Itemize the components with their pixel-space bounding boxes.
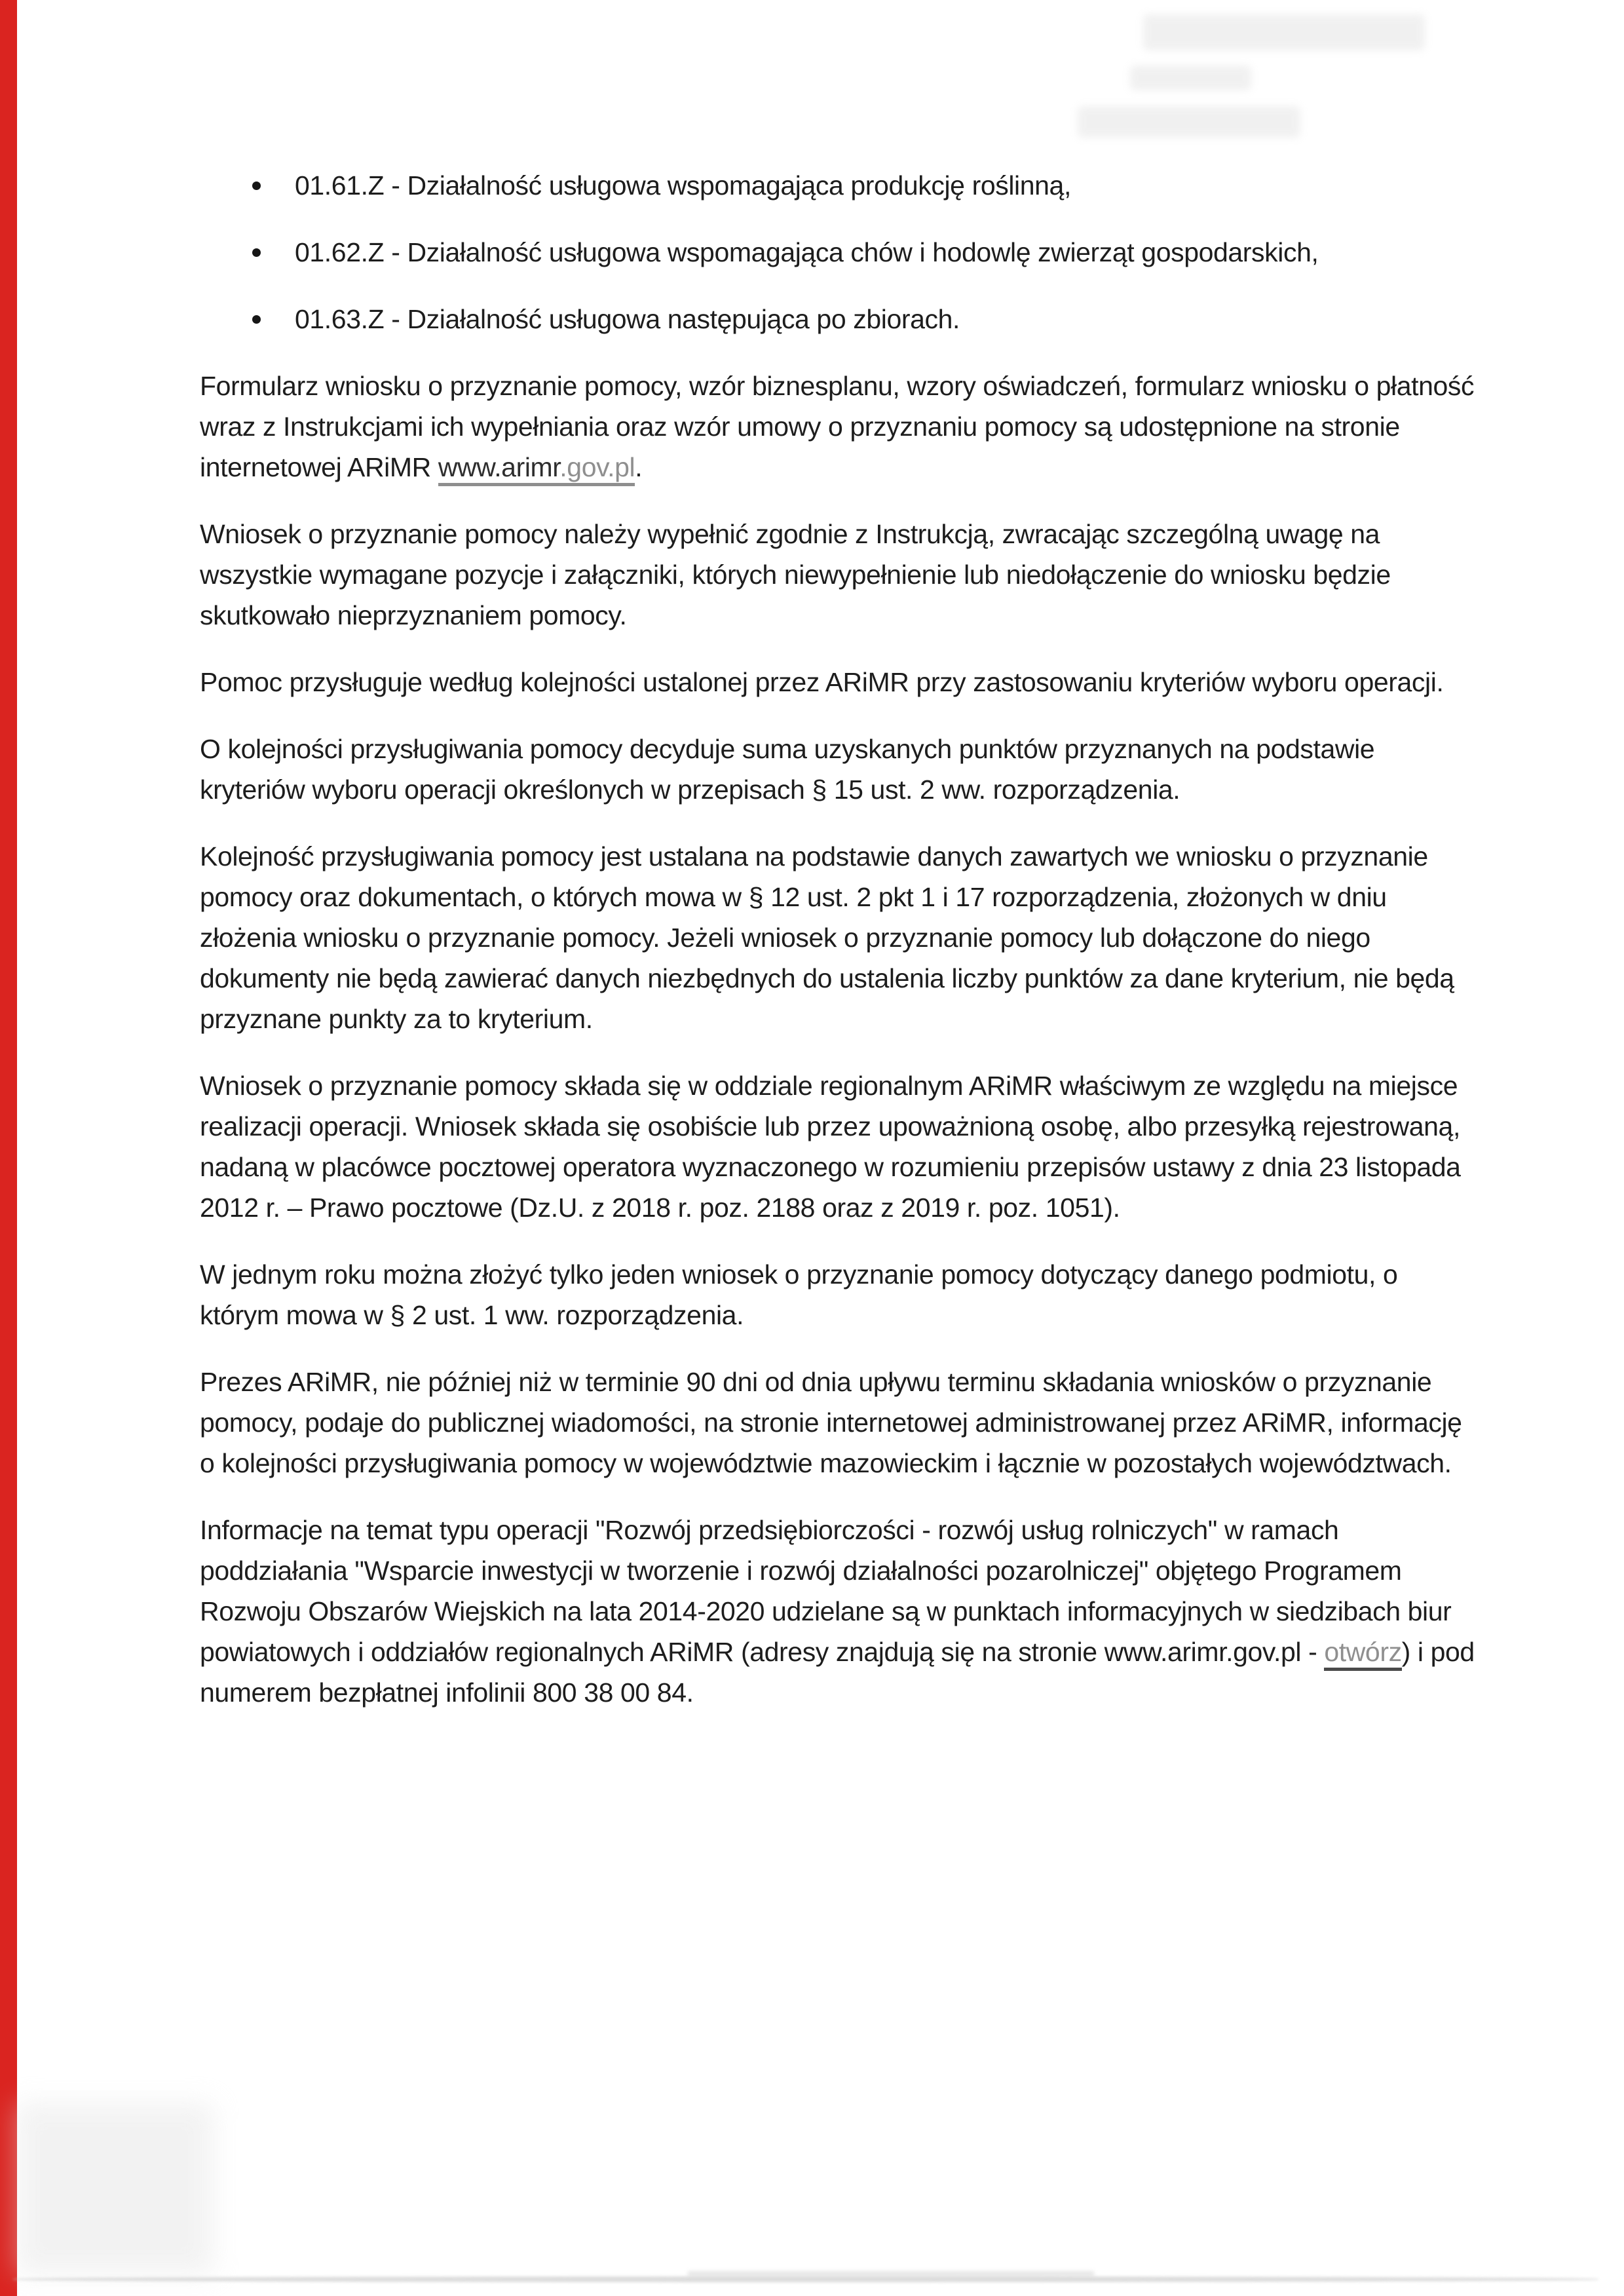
paragraph xyxy=(200,729,1477,810)
paragraph xyxy=(200,1510,1477,1713)
document-content xyxy=(200,165,1477,1739)
scan-shadow xyxy=(688,2271,1094,2276)
paragraph xyxy=(200,1254,1477,1335)
bullet-icon xyxy=(252,182,261,190)
list-item xyxy=(200,165,1477,206)
arimr-website-link[interactable]: .gov.pl xyxy=(559,452,635,486)
bullet-icon xyxy=(252,315,261,324)
otworz-link[interactable]: otwórz xyxy=(1324,1637,1401,1671)
paragraph-text: Informacje na temat typu operacji "Rozwój przedsiębiorczości - rozwój usług rolniczych" w ramach poddziałania "Wsparcie inwestycji w tworzenie i rozwój działalności pozarolniczej" objętego Programem Rozwoju Obszarów Wiejskich na lata 2014-2020 udzielane są w punktach informacyjnych w siedzibach biur powiatowych i oddziałów regionalnych ARiMR (adresy znajdują się na stronie www.arimr.gov.pl - xyxy=(200,1515,1452,1667)
paragraph-text: Prezes ARiMR, nie później niż w terminie 90 dni od dnia upływu terminu składania wniosków o przyznanie pomocy, podaje do publicznej wiadomości, na stronie internetowej administrowanej przez ARiMR, informację o kolejności przysługiwania pomocy w województwie mazowieckim i łącznie w pozostałych województwach. xyxy=(200,1367,1462,1478)
red-edge-stripe xyxy=(0,0,17,2296)
list-item-text: 01.63.Z - Działalność usługowa następująca po zbiorach. xyxy=(295,304,960,334)
paragraph-text: O kolejności przysługiwania pomocy decyduje suma uzyskanych punktów przyznanych na podstawie kryteriów wyboru operacji określonych w przepisach § 15 ust. 2 ww. rozporządzenia. xyxy=(200,734,1375,805)
list-item-text: 01.62.Z - Działalność usługowa wspomagająca chów i hodowlę zwierząt gospodarskich, xyxy=(295,237,1319,267)
paragraph-text: Pomoc przysługuje według kolejności ustalonej przez ARiMR przy zastosowaniu kryteriów wyboru operacji. xyxy=(200,667,1444,697)
bullet-icon xyxy=(252,248,261,257)
paragraph-text: Wniosek o przyznanie pomocy składa się w oddziale regionalnym ARiMR właściwym ze względu na miejsce realizacji operacji. Wniosek składa się osobiście lub przez upoważnioną osobę, albo przesyłką rejestrowaną, nadaną w placówce pocztowej operatora wyznaczonego w rozumieniu przepisów ustawy z dnia 23 listopada 2012 r. – Prawo pocztowe (Dz.U. z 2018 r. poz. 2188 oraz z 2019 r. poz. 1051). xyxy=(200,1071,1461,1223)
list-item xyxy=(200,232,1477,273)
scan-smudge xyxy=(1078,106,1300,138)
paragraph-text: Wniosek o przyznanie pomocy należy wypełnić zgodnie z Instrukcją, zwracając szczególną uwagę na wszystkie wymagane pozycje i załączniki, których niewypełnienie lub niedołączenie do wniosku będzie skutkowało nieprzyznaniem pomocy. xyxy=(200,519,1391,630)
arimr-website-link[interactable]: www.arimr xyxy=(438,452,559,486)
paragraph-text: ) i pod numerem bezpłatnej infolinii 800 38 00 84. xyxy=(200,1637,1475,1708)
scan-shadow xyxy=(13,2276,1598,2282)
paragraph-text: Formularz wniosku o przyznanie pomocy, wzór biznesplanu, wzory oświadczeń, formularz wniosku o płatność wraz z Instrukcjami ich wypełniania oraz wzór umowy o przyznaniu pomocy są udostępnione na stronie internetowej ARiMR xyxy=(200,371,1475,482)
paragraph xyxy=(200,514,1477,636)
scan-smudge xyxy=(1143,14,1425,50)
paragraph-text: . xyxy=(635,452,643,482)
paragraph-text: W jednym roku można złożyć tylko jeden wniosek o przyznanie pomocy dotyczący danego podmiotu, o którym mowa w § 2 ust. 1 ww. rozporządzenia. xyxy=(200,1259,1398,1330)
paragraph xyxy=(200,366,1477,488)
paragraphs xyxy=(200,366,1477,1713)
paragraph xyxy=(200,1065,1477,1228)
scan-smudge xyxy=(1130,66,1251,90)
paragraph xyxy=(200,662,1477,702)
scan-shadow xyxy=(16,2103,213,2274)
list-item-text: 01.61.Z - Działalność usługowa wspomagająca produkcję roślinną, xyxy=(295,170,1071,201)
paragraph-text: Kolejność przysługiwania pomocy jest ustalana na podstawie danych zawartych we wniosku o przyznanie pomocy oraz dokumentach, o których mowa w § 12 ust. 2 pkt 1 i 17 rozporządzenia, złożonych w dniu złożenia wniosku o przyznanie pomocy. Jeżeli wniosek o przyznanie pomocy lub dołączone do niego dokumenty nie będą zawierać danych niezbędnych do ustalenia liczby punktów za dane kryterium, nie będą przyznane punkty za to kryterium. xyxy=(200,841,1454,1034)
list-item xyxy=(200,299,1477,339)
paragraph xyxy=(200,836,1477,1039)
pkd-code-list xyxy=(200,165,1477,339)
paragraph xyxy=(200,1362,1477,1483)
